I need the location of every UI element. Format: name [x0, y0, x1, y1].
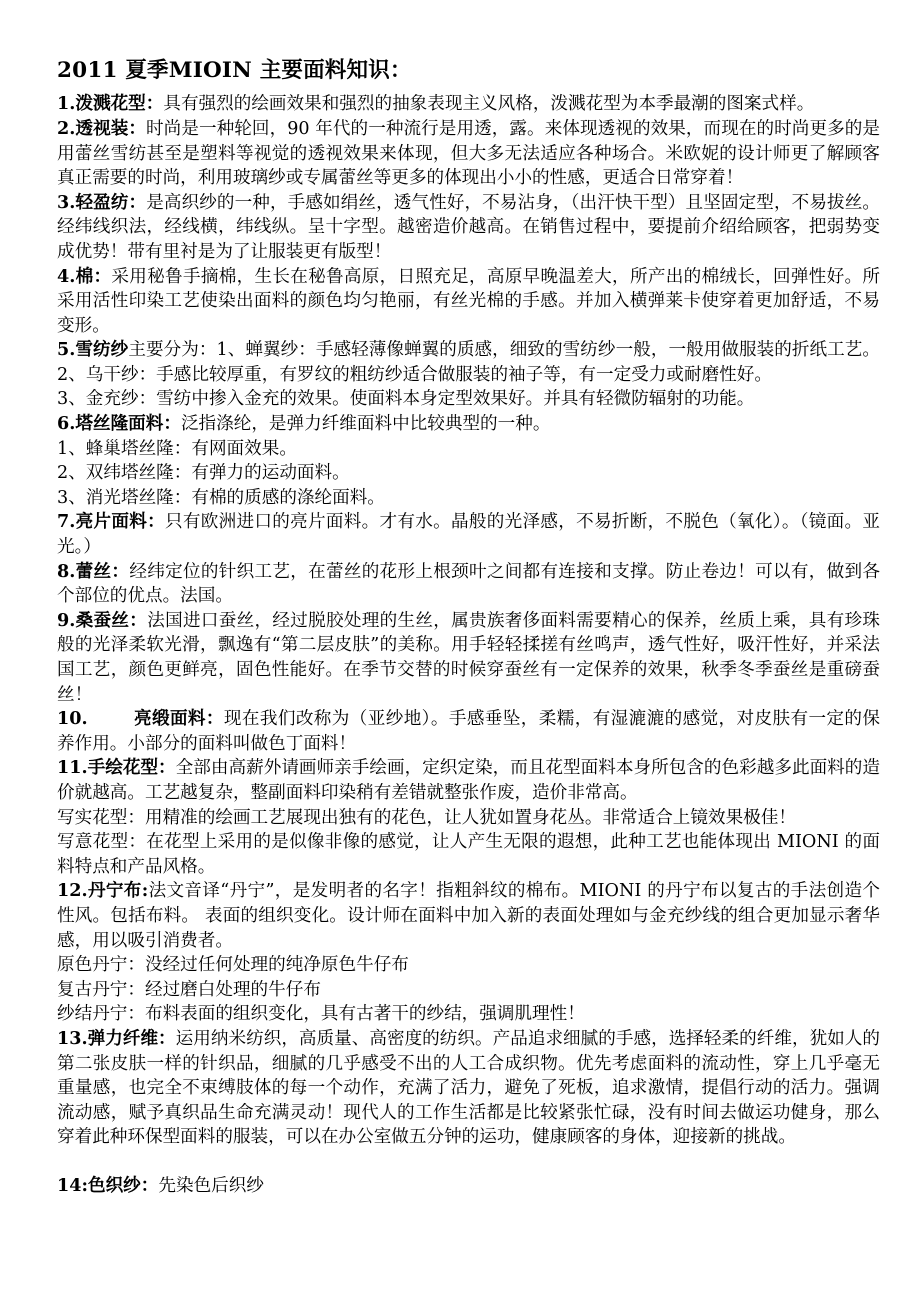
item-number: 12.	[57, 880, 88, 902]
item-number: 1.	[57, 93, 76, 115]
item-body: 法国进口蚕丝，经过脱胶处理的生丝，属贵族奢侈面料需要精心的保养，丝质上乘，具有珍珠般的光泽柔软光滑，飘逸有“第二层皮肤”的美称。用手轻轻揉搓有丝鸣声，透气性好，吸汗性好，并采法国工艺，颜色更鲜亮，固色性能好。在季节交替的时候穿蚕丝有一定保养的效果，秋季冬季蚕丝是重磅蚕丝！	[57, 610, 880, 705]
item-number: 14:	[57, 1175, 88, 1197]
paragraph-item-6	[57, 412, 880, 437]
paragraph-item-12-sub-vintage	[57, 978, 880, 1003]
item-heading: 轻盈纺：	[75, 191, 147, 213]
item-heading: 亮片面料：	[75, 511, 166, 533]
item-heading: 色织纱：	[87, 1175, 159, 1197]
paragraph-item-12-sub-slub	[57, 1002, 880, 1027]
item-number: 5.	[57, 339, 76, 361]
item-body: 写实花型：用精准的绘画工艺展现出独有的花色，让人犹如置身花丛。非常适合上镜效果极佳！	[57, 807, 796, 828]
paragraph-item-6-sub-1	[57, 437, 880, 462]
item-body: 运用纳米纺织，高质量、高密度的纺织。产品追求细腻的手感，选择轻柔的纤维，犹如人的第二张皮肤一样的针织品，细腻的几乎感受不出的人工合成织物。优先考虑面料的流动性，穿上几乎毫无重量感，也完全不束缚肢体的每一个动作，充满了活力，避免了死板，追求激情，提倡行动的活力。强调流动感，赋予真织品生命充满灵动！现代人的工作生活都是比较紧张忙碌，没有时间去做运功健身，那么穿着此种环保型面料的服装，可以在办公室做五分钟的运功，健康顾客的身体，迎接新的挑战。	[57, 1028, 880, 1148]
item-number: 9.	[57, 609, 76, 631]
paragraph-item-5	[57, 338, 880, 387]
item-number: 8.	[57, 560, 76, 582]
item-body: 全部由高薪外请画师亲手绘画，定织定染，而且花型面料本身所包含的色彩越多此面料的造价就越高。工艺越复杂，整副面料印染稍有差错就整张作废，造价非常高。	[57, 758, 880, 803]
item-heading: 棉：	[75, 265, 112, 287]
paragraph-item-12-sub-raw	[57, 953, 880, 978]
item-body: 先染色后织纱	[158, 1176, 264, 1197]
item-heading: 雪纺纱	[75, 339, 129, 361]
item-number: 11.	[57, 757, 88, 779]
item-heading: 弹力纤维：	[87, 1027, 176, 1049]
paragraph-item-6-sub-3	[57, 486, 880, 511]
paragraph-item-14	[57, 1174, 880, 1199]
item-body: 泛指涤纶，是弹力纤维面料中比较典型的一种。	[180, 414, 551, 435]
item-heading: 蕾丝：	[75, 560, 130, 582]
item-heading: 桑蚕丝：	[75, 609, 148, 631]
item-body: 写意花型：在花型上采用的是似像非像的感觉，让人产生无限的遐想，此种工艺也能体现出 MIONI 的面料特点和产品风格。	[57, 832, 880, 877]
paragraph-item-11-sub-freehand	[57, 830, 880, 879]
page-title: 2011 夏季MIOIN 主要面料知识：	[57, 58, 412, 83]
item-body: 1、蜂巢塔丝隆：有网面效果。	[57, 438, 297, 459]
item-body: 采用秘鲁手摘棉，生长在秘鲁高原，日照充足，高原早晚温差大，所产出的棉绒长，回弹性好。所采用活性印染工艺使染出面料的颜色均匀艳丽，有丝光棉的手感。并加入横弹莱卡使穿着更加舒适，不易变形。	[57, 266, 880, 336]
paragraph-item-11-sub-realistic	[57, 806, 880, 831]
paragraph-item-8	[57, 560, 880, 609]
item-body: 复古丹宁：经过磨白处理的牛仔布	[57, 979, 321, 1000]
item-heading: 手绘花型：	[87, 757, 176, 779]
item-body: 2、双纬塔丝隆：有弹力的运动面料。	[57, 463, 350, 484]
paragraph-item-12	[57, 879, 880, 953]
paragraph-item-5-sub-3	[57, 387, 880, 412]
item-body: 原色丹宁：没经过任何处理的纯净原色牛仔布	[57, 955, 409, 976]
item-heading: 亮缎面料：	[133, 708, 224, 730]
item-body: 法文音译“丹宁”，是发明者的名字！指粗斜纹的棉布。MIONI 的丹宁布以复古的手法创造个性风。包括布料。 表面的组织变化。设计师在面料中加入新的表面处理如与金充纱线的组合更加显示奢华感，用以吸引消费者。	[57, 881, 880, 951]
paragraph-item-4	[57, 265, 880, 339]
item-number: 6.	[57, 413, 76, 435]
paragraph-item-1	[57, 92, 880, 117]
paragraph-item-7	[57, 510, 880, 559]
item-body: 现在我们改称为（亚纱地）。手感垂坠，柔糯，有湿漉漉的感觉，对皮肤有一定的保养作用。小部分的面料叫做色丁面料！	[57, 709, 880, 754]
document-body	[57, 92, 880, 1199]
item-number: 13.	[57, 1027, 88, 1049]
item-heading: 丹宁布:	[87, 880, 149, 902]
paragraph-item-10	[57, 707, 880, 756]
item-body: 3、金充纱：雪纺中掺入金充的效果。使面料本身定型效果好。并具有轻微防辐射的功能。	[57, 389, 755, 410]
item-number: 3.	[57, 191, 76, 213]
item-body: 是高织纱的一种，手感如绢丝，透气性好，不易沾身，（出汗快干型）且坚固定型，不易拔丝。经纬线织法，经线横，纬线纵。呈十字型。越密造价越高。在销售过程中，要提前介绍给顾客，把弱势变成优势！带有里衬是为了让服装更有版型！	[57, 192, 880, 262]
item-body: 具有强烈的绘画效果和强烈的抽象表现主义风格，泼溅花型为本季最潮的图案式样。	[163, 94, 815, 115]
item-body: 只有欧洲进口的亮片面料。才有水。晶般的光泽感，不易折断，不脱色（氧化）。（镜面。亚光。）	[57, 512, 880, 558]
item-number: 10.	[57, 708, 88, 730]
paragraph-item-11	[57, 756, 880, 805]
item-body: 纱结丹宁：布料表面的组织变化，具有古著干的纱结，强调肌理性！	[57, 1004, 585, 1025]
paragraph-item-13	[57, 1027, 880, 1150]
item-heading: 塔丝隆面料：	[75, 413, 181, 435]
paragraph-item-9	[57, 609, 880, 707]
paragraph-item-3	[57, 191, 880, 265]
item-body: 时尚是一种轮回，90 年代的一种流行是用透，露。来体现透视的效果，而现在的时尚更多的是用蕾丝雪纺甚至是塑料等视觉的透视效果来体现，但大多无法适应各种场合。米欧妮的设计师更了解顾客真正需要的时尚，利用玻璃纱或专属蕾丝等更多的体现出小小的性感，更适合日常穿着！	[57, 118, 880, 189]
paragraph-item-6-sub-2	[57, 461, 880, 486]
item-body: 3、消光塔丝隆：有棉的质感的涤纶面料。	[57, 487, 385, 508]
item-number: 2.	[57, 117, 76, 139]
item-heading: 透视装：	[75, 117, 147, 139]
item-body: 经纬定位的针织工艺，在蕾丝的花形上根颈叶之间都有连接和支撑。防止卷边！可以有，做到各个部位的优点。法国。	[57, 561, 880, 607]
item-heading: 泼溅花型：	[75, 93, 164, 115]
item-body: 主要分为：1、蝉翼纱：手感轻薄像蝉翼的质感，细致的雪纺纱一般，一般用做服装的折纸工艺。2、乌干纱：手感比较厚重，有罗纹的粗纺纱适合做服装的袖子等，有一定受力或耐磨性好。	[57, 340, 880, 385]
paragraph-item-2	[57, 117, 880, 191]
item-number: 4.	[57, 265, 76, 287]
blank-line-spacer	[57, 1150, 880, 1175]
item-number: 7.	[57, 511, 76, 533]
